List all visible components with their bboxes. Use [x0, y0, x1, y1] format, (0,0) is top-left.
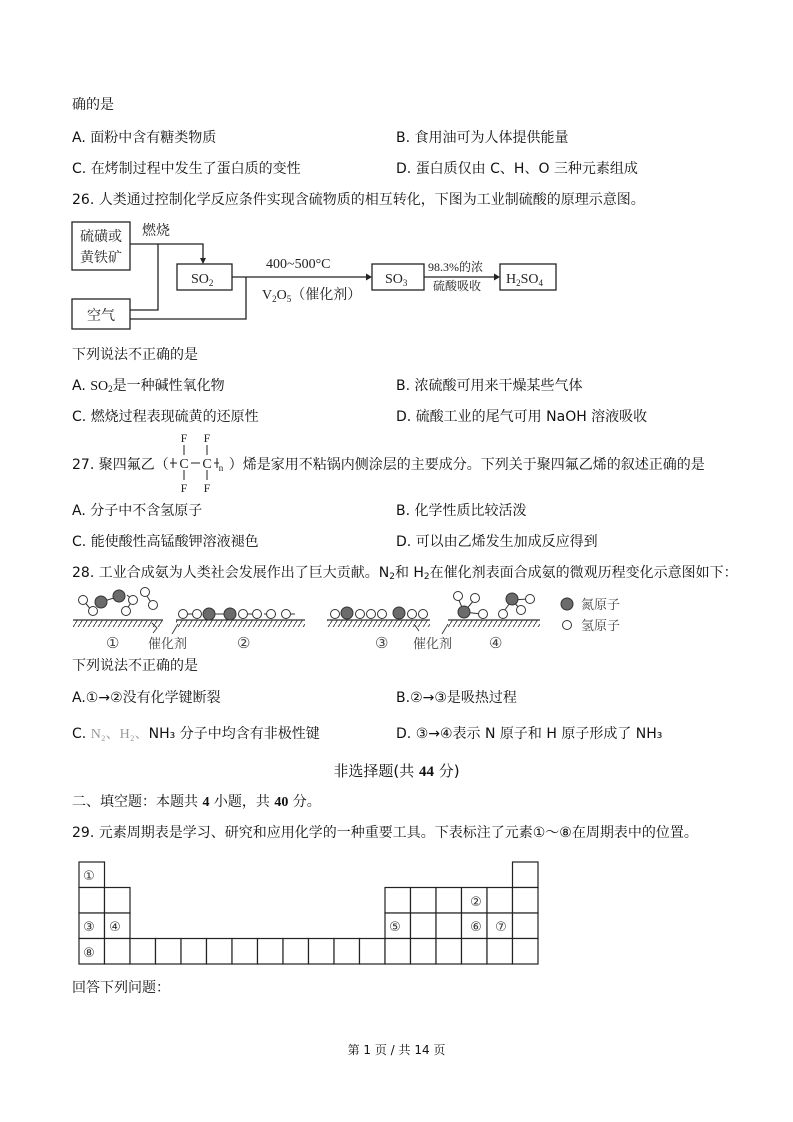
- element-mark-4: ④: [109, 920, 121, 935]
- q28-option-d: [396, 725, 662, 743]
- subscript: 2: [389, 572, 395, 582]
- option-text: 燃烧过程表现硫黄的还原性: [90, 409, 259, 425]
- option-text: NH₃ 分子中均含有非极性键: [148, 726, 320, 742]
- step-label-3: ③: [375, 636, 389, 652]
- question-stem-part: 工业合成氨为人类社会发展作出了巨大贡献。N: [98, 565, 390, 581]
- formula: SO: [90, 379, 109, 394]
- section-title-score: 44: [419, 764, 434, 780]
- option-key: D.: [396, 409, 412, 425]
- option-key: A.: [72, 378, 86, 394]
- q28-prompt: 下列说法不正确的是: [72, 658, 198, 674]
- question-number: 29.: [72, 825, 95, 841]
- option-text: 分子中不含氢原子: [90, 503, 203, 519]
- legend-label-nitrogen: 氮原子: [581, 597, 621, 612]
- label-absorb-1: 98.3%的浓: [428, 260, 483, 274]
- option-key: B.: [396, 378, 411, 394]
- section-title-text: 非选择题(共: [333, 762, 419, 780]
- svg-text:C: C: [202, 457, 212, 472]
- arrow-head: [494, 274, 500, 281]
- hydrogen-atom-icon: [563, 621, 572, 630]
- q25-stem-tail: 确的是: [72, 97, 114, 113]
- label-raw-2: 黄铁矿: [80, 251, 122, 266]
- option-key: A.: [72, 690, 86, 706]
- question-stem-part: ）烯是家用不粘锅内侧涂层的主要成分。下列关于聚四氟乙烯的叙述正确的是: [228, 457, 705, 473]
- ammonia-synthesis-diagram: [0, 582, 793, 654]
- question-number: 27.: [72, 457, 95, 473]
- svg-text:F: F: [203, 481, 211, 494]
- option-text: 浓硫酸可用来干燥某些气体: [414, 378, 583, 394]
- element-mark-6: ⑥: [470, 920, 482, 935]
- svg-text:n: n: [218, 463, 224, 473]
- q27-option-c: [72, 533, 259, 551]
- legend-label-hydrogen: 氢原子: [581, 618, 621, 633]
- label-so3: $SO_3$: [385, 272, 408, 288]
- option-text-faded: N₂、H₂、: [90, 727, 149, 742]
- q26-option-a: [72, 377, 225, 396]
- option-key: C.: [72, 161, 87, 177]
- q26-option-d: [396, 408, 647, 426]
- element-mark-5: ⑤: [389, 920, 401, 935]
- element-mark-1: ①: [83, 869, 95, 884]
- option-text: 是一种碱性氧化物: [112, 378, 225, 394]
- option-key: C.: [72, 726, 87, 742]
- label-burn: 燃烧: [142, 224, 170, 239]
- catalyst-label: 催化剂: [413, 636, 453, 651]
- svg-text:F: F: [180, 431, 188, 445]
- svg-text:F: F: [180, 481, 188, 494]
- option-key: A.: [72, 130, 86, 146]
- option-key: B.: [396, 130, 411, 146]
- q28-option-b: [396, 689, 517, 707]
- step-label-1: ①: [106, 636, 120, 652]
- option-text: 在烤制过程中发生了蛋白质的变性: [90, 161, 301, 177]
- label-catalyst: $V_2O_5$（催化剂）: [262, 288, 362, 304]
- option-key: D.: [396, 726, 412, 742]
- q27-option-a: [72, 502, 202, 520]
- question-stem: 人类通过控制化学反应条件实现含硫物质的相互转化，下图为工业制硫酸的原理示意图。: [98, 192, 645, 208]
- part-heading-text: 二、填空题：本题共: [72, 794, 203, 810]
- label-temperature: 400~500°C: [266, 257, 331, 272]
- q28-stem: [72, 564, 738, 582]
- option-key: B.: [396, 503, 411, 519]
- q29-prompt: 回答下列问题：: [72, 980, 170, 996]
- catalyst-surface: [73, 620, 540, 627]
- question-number: 28.: [72, 565, 95, 581]
- legend: [561, 597, 620, 633]
- step-label-2: ②: [237, 636, 251, 652]
- option-text: 可以由乙烯发生加成反应得到: [415, 534, 598, 550]
- q27-option-b: [396, 502, 527, 520]
- label-raw-1: 硫磺或: [80, 230, 122, 245]
- q28-option-c: [72, 725, 320, 744]
- option-text: 硫酸工业的尾气可用 NaOH 溶液吸收: [415, 409, 648, 425]
- element-mark-3: ③: [83, 920, 95, 935]
- periodic-table: [78, 861, 540, 971]
- ptfe-structure: [167, 430, 229, 494]
- question-stem-part: 聚四氟乙（: [98, 457, 169, 473]
- q26-option-c: [72, 408, 259, 426]
- part-score: 40: [274, 795, 289, 810]
- q28-option-a: [72, 689, 221, 707]
- section-title-text: 分): [434, 762, 460, 780]
- option-text: 蛋白质仅由 C、H、O 三种元素组成: [415, 161, 638, 177]
- label-air: 空气: [87, 309, 115, 324]
- question-stem-part: 和 H: [394, 565, 424, 581]
- arrow-head: [200, 258, 206, 264]
- q27-option-d: [396, 533, 598, 551]
- element-mark-8: ⑧: [83, 946, 95, 961]
- element-mark-7: ⑦: [495, 920, 507, 935]
- question-stem: 元素周期表是学习、研究和应用化学的一种重要工具。下表标注了元素①～⑧在周期表中的位置。: [98, 825, 698, 841]
- svg-text:F: F: [203, 431, 211, 445]
- option-text: ③→④表示 N 原子和 H 原子形成了 NH₃: [415, 726, 663, 742]
- part-heading: [72, 793, 321, 812]
- subscript: 2: [108, 384, 113, 394]
- option-text: ②→③是吸热过程: [410, 690, 517, 706]
- option-key: D.: [396, 161, 412, 177]
- q26-prompt: 下列说法不正确的是: [72, 347, 198, 363]
- label-absorb-2: 硫酸吸收: [433, 279, 482, 293]
- section-title: [0, 762, 793, 781]
- label-h2so4: $H_2SO_4$: [506, 272, 544, 288]
- q29-stem: [72, 824, 698, 842]
- subscript: 2: [423, 572, 430, 582]
- part-heading-text: 小题，共: [209, 794, 275, 810]
- part-heading-text: 分。: [288, 794, 321, 810]
- arrow-head: [366, 274, 372, 281]
- q26-option-b: [396, 377, 583, 395]
- nitrogen-atom-icon: [561, 598, 573, 610]
- question-number: 26.: [72, 192, 95, 208]
- step-label-4: ④: [489, 636, 503, 652]
- option-key: C.: [72, 409, 87, 425]
- option-key: D.: [396, 534, 412, 550]
- question-stem-part: 在催化剂表面合成氨的微观历程变化示意图如下：: [429, 565, 738, 581]
- option-key: C.: [72, 534, 87, 550]
- option-key: B.: [396, 690, 411, 706]
- part-question-count: 4: [202, 795, 210, 810]
- option-text: 食用油可为人体提供能量: [414, 130, 569, 146]
- svg-text:C: C: [179, 457, 189, 472]
- option-text: ①→②没有化学键断裂: [85, 690, 221, 706]
- sulfuric-acid-process-diagram: [0, 0, 793, 340]
- option-text: 化学性质比较活泼: [414, 503, 527, 519]
- option-text: 能使酸性高锰酸钾溶液褪色: [90, 534, 259, 550]
- catalyst-label: 催化剂: [148, 636, 188, 651]
- option-text: 面粉中含有糖类物质: [90, 130, 217, 146]
- option-key: A.: [72, 503, 86, 519]
- element-mark-2: ②: [470, 895, 482, 910]
- page-footer: 第 1 页 / 共 14 页: [347, 1043, 446, 1057]
- label-so2: $SO_2$: [191, 272, 214, 288]
